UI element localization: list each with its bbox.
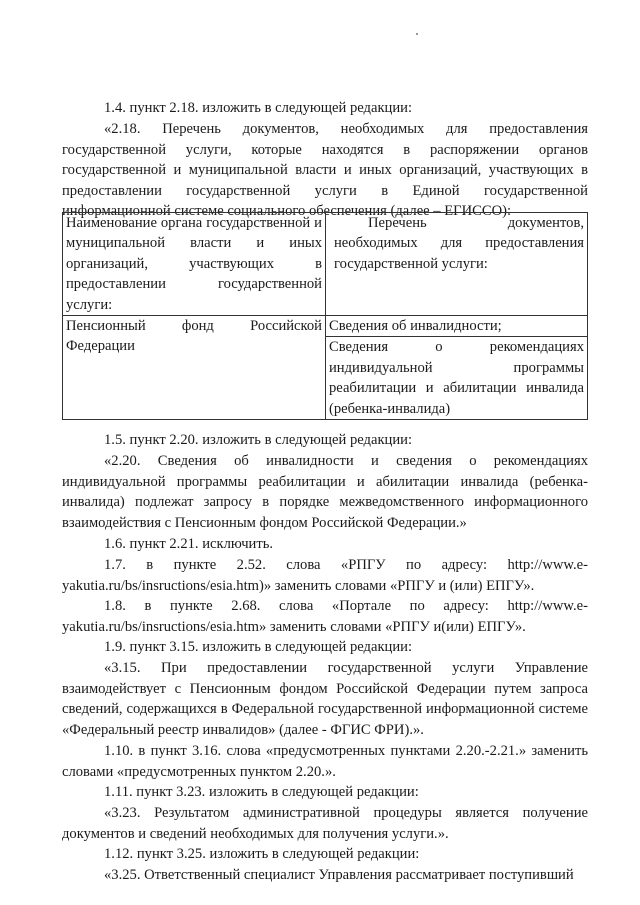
table-header-row xyxy=(63,213,588,316)
row-organization: Пенсионный фонд Российской Федерации xyxy=(63,316,326,420)
item-1-8: 1.8. в пункте 2.68. слова «Портале по адресу: http://www.e-yakutia.ru/bs/insructions/esia.htm» заменить словами «РПГУ и(или) ЕПГУ». xyxy=(62,598,588,635)
item-1-4-text: «2.18. Перечень документов, необходимых для предоставления государственной услуги, которые находятся в распоряжении органов государственной и муниципальной власти и иных организаций, участвующих в предоставлении государственной услуги в Единой государственной информационной системе социального обеспечения (далее – ЕГИССО): xyxy=(62,121,588,220)
item-1-12-text: «3.25. Ответственный специалист Управления рассматривает поступивший xyxy=(104,867,574,883)
header-documents: Перечень документов, необходимых для предоставления государственной услуги: xyxy=(326,213,588,316)
documents-table xyxy=(62,212,588,420)
header-organization: Наименование органа государственной и муниципальной власти и иных организаций, участвующих в предоставлении государственной услуги: xyxy=(63,213,326,316)
item-1-9: 1.9. пункт 3.15. изложить в следующей редакции: xyxy=(104,639,413,655)
row-documents xyxy=(326,316,588,420)
item-1-10: 1.10. в пункт 3.16. слова «предусмотренных пунктами 2.20.-2.21.» заменить словами «предусмотренных пунктом 2.20.». xyxy=(62,743,588,780)
item-1-5: 1.5. пункт 2.20. изложить в следующей редакции: xyxy=(104,432,413,448)
table-row xyxy=(63,316,588,420)
item-1-11-text: «3.23. Результатом административной процедуры является получение документов и сведений необходимых для получения услуги.». xyxy=(62,805,588,842)
item-1-9-text: «3.15. При предоставлении государственной услуги Управление взаимодействует с Пенсионным фондом Российской Федерации путем запроса сведений, содержащихся в Федеральной государственной информационной системе «Федеральный реестр инвалидов» (далее - ФГИС ФРИ).». xyxy=(62,660,588,738)
scan-speck xyxy=(416,33,418,35)
doc-rehab-recommendations: Сведения о рекомендациях индивидуальной программы реабилитации и абилитации инвалида (ребенка-инвалида) xyxy=(329,339,584,417)
item-1-4: 1.4. пункт 2.18. изложить в следующей редакции: xyxy=(104,100,413,116)
item-1-7: 1.7. в пункте 2.52. слова «РПГУ по адресу: http://www.e-yakutia.ru/bs/insructions/esia.htm)» заменить словами «РПГУ и (или) ЕПГУ». xyxy=(62,557,588,594)
item-1-6: 1.6. пункт 2.21. исключить. xyxy=(104,536,274,552)
item-1-5-text: «2.20. Сведения об инвалидности и сведения о рекомендациях индивидуальной программы реабилитации и абилитации инвалида (ребенка-инвалида) подлежат запросу в порядке межведомственного информационного взаимодействия с Пенсионным фондом Российской Федерации.» xyxy=(62,453,588,531)
doc-disability-info: Сведения об инвалидности; xyxy=(326,316,587,337)
item-1-12: 1.12. пункт 3.25. изложить в следующей редакции: xyxy=(104,846,420,862)
item-1-11: 1.11. пункт 3.23. изложить в следующей редакции: xyxy=(104,784,419,800)
